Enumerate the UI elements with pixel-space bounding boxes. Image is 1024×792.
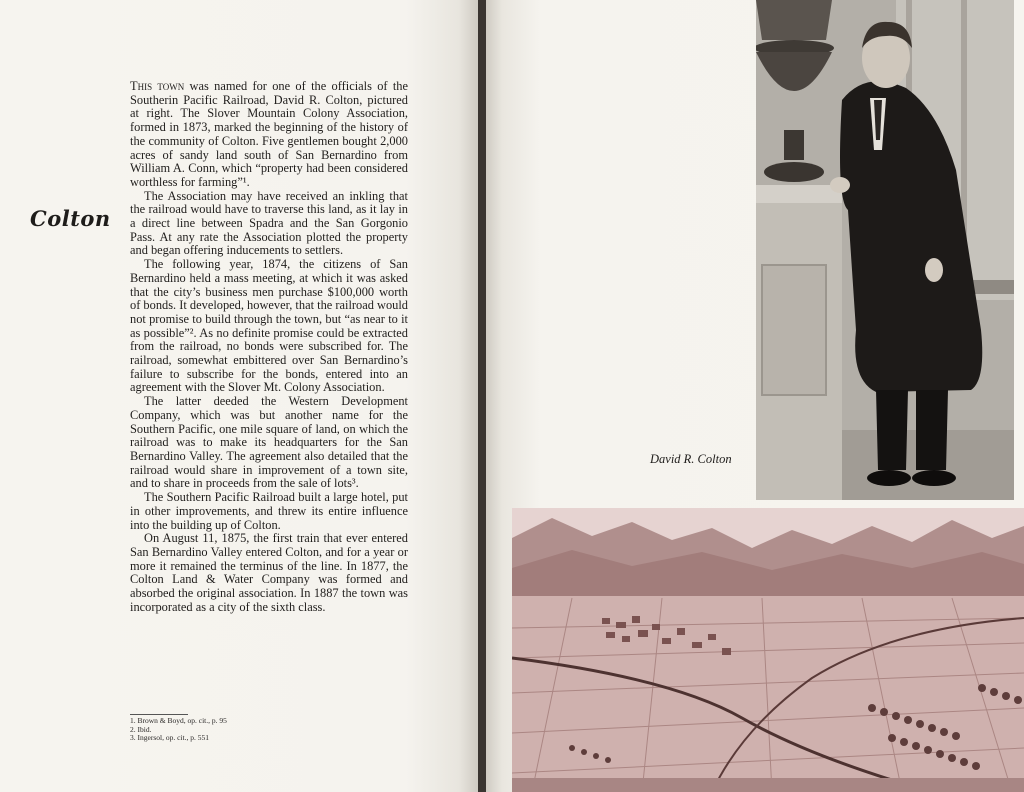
birds-eye-view-illustration (512, 508, 1024, 792)
footnote-divider (130, 714, 188, 715)
paragraph-3: The following year, 1874, the citizens of San Bernardino held a mass meeting, at which it was asked that the city’s business men purchase $100,000 worth of bonds. It developed, however, that the railroad would not promise to build through the town, but “as near to it as possible”². As no definite promise could be extracted from the railroad, no bonds were subscribed for. The railroad, somewhat embittered over San Bernardino’s failure to subscribe for the bonds, entered into an agreement with the Slover Mt. Colony Association. (130, 257, 408, 395)
paragraph-1 (130, 80, 408, 190)
photo-caption: David R. Colton (650, 452, 732, 466)
book-gutter (478, 0, 486, 792)
paragraph-4: The latter deeded the Western Development Company, which was but another name for the Southern Pacific, one mile square of land, on which the railroad was to make its headquarters for the San Bernardino Valley. The agreement also detailed that the railroad would share in improvement of a town site, and to share in proceeds from the sale of lots³. (130, 394, 408, 491)
paragraph-lead: This town (130, 79, 185, 93)
left-page (0, 0, 478, 792)
portrait-photo (756, 0, 1014, 500)
paragraph-1-text: was named for one of the officials of the Southerin Pacific Railroad, David R. Colton, pictured at right. The Slover Mountain Colony Association, formed in 1873, marked the beginning of the history of the community of Colton. Five gentlemen bought 2,000 acres of sandy land south of San Bernardino from William A. Conn, which “property had been considered worthless for farming”¹. (130, 79, 408, 189)
body-text (130, 80, 408, 614)
paragraph-2: The Association may have received an inkling that the railroad would have to traverse this land, as it lay in a direct line between Spadra and the San Gorgonio Pass. At any rate the Association plotted the property and began offering inducements to settlers. (130, 188, 408, 258)
paragraph-6: On August 11, 1875, the first train that ever entered San Bernardino Valley entered Colton, and for a year or more it remained the terminus of the line. In 1877, the Colton Land & Water Company was formed and absorbed the original association. In 1887 the town was incorporated as a city of the sixth class. (130, 531, 408, 614)
paragraph-5: The Southern Pacific Railroad built a large hotel, put in other improvements, and threw its entire influence into the building up of Colton. (130, 490, 408, 532)
chapter-title: Colton (30, 206, 111, 231)
footnotes (130, 717, 390, 743)
footnote-3: 3. Ingersol, op. cit., p. 551 (130, 733, 209, 743)
portrait-illustration (756, 0, 1014, 500)
footnote-2: 2. Ibid. (130, 724, 152, 734)
footnote-1: 1. Brown & Boyd, op. cit., p. 95 (130, 716, 227, 725)
town-view-drawing (512, 508, 1024, 792)
